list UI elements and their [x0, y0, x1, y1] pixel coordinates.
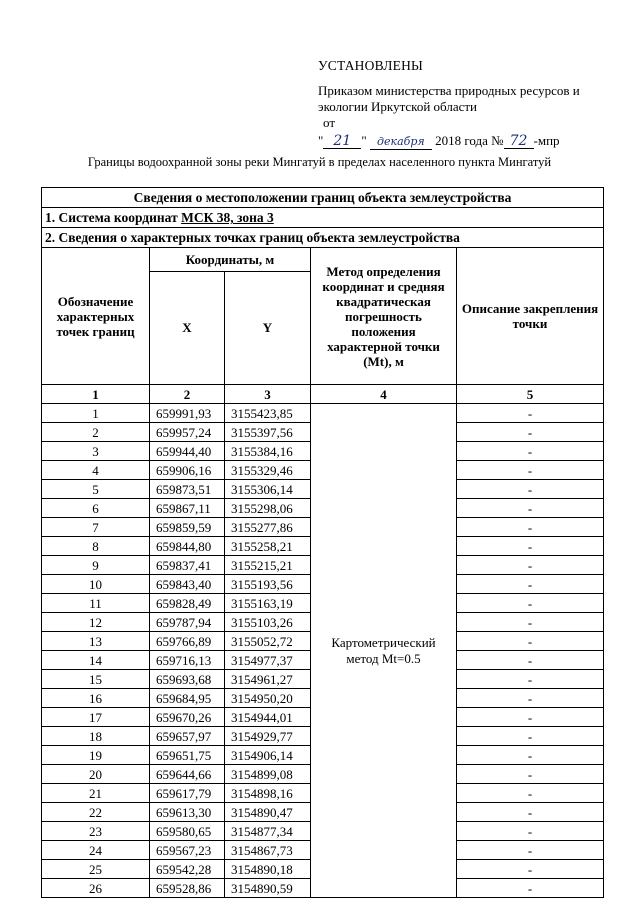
fixing-description: - [457, 727, 604, 746]
coord-y: 3154944,01 [225, 708, 311, 727]
coord-x: 659644,66 [150, 765, 225, 784]
order-suffix: -мпр [533, 133, 560, 148]
point-number: 10 [42, 575, 150, 594]
coord-y: 3154906,14 [225, 746, 311, 765]
coord-x: 659787,94 [150, 613, 225, 632]
coord-y: 3154899,08 [225, 765, 311, 784]
point-number: 15 [42, 670, 150, 689]
coord-x: 659657,97 [150, 727, 225, 746]
coord-y: 3155163,19 [225, 594, 311, 613]
coord-x: 659944,40 [150, 442, 225, 461]
coord-y: 3155103,26 [225, 613, 311, 632]
document-subtitle: Границы водоохранной зоны реки Мингатуй в пределах населенного пункта Мингатуй [87, 155, 552, 169]
coord-y: 3155215,21 [225, 556, 311, 575]
table-title-row [42, 188, 604, 208]
approval-heading: УСТАНОВЛЕНЫ [318, 58, 423, 73]
coord-y: 3155384,16 [225, 442, 311, 461]
coordinate-system-cell [42, 208, 604, 228]
col-number: 3 [225, 385, 311, 404]
fixing-description: - [457, 860, 604, 879]
point-number: 2 [42, 423, 150, 442]
coord-x: 659957,24 [150, 423, 225, 442]
coord-x: 659837,41 [150, 556, 225, 575]
fixing-description: - [457, 499, 604, 518]
quote-close: " [361, 133, 367, 148]
year-text: 2018 года № [435, 133, 504, 148]
coord-y: 3154898,16 [225, 784, 311, 803]
point-number: 16 [42, 689, 150, 708]
col-header-point: Обозначение характерных точек границ [42, 248, 150, 385]
point-number: 20 [42, 765, 150, 784]
coord-y: 3155258,21 [225, 537, 311, 556]
point-number: 3 [42, 442, 150, 461]
fixing-description: - [457, 518, 604, 537]
coord-x: 659670,26 [150, 708, 225, 727]
fixing-description: - [457, 556, 604, 575]
fixing-description: - [457, 822, 604, 841]
method-cell: Картометрический метод Mt=0.5 [311, 404, 457, 898]
coord-x: 659873,51 [150, 480, 225, 499]
header-row-1 [42, 248, 604, 272]
coord-x: 659828,49 [150, 594, 225, 613]
fixing-description: - [457, 632, 604, 651]
point-number: 1 [42, 404, 150, 423]
point-number: 14 [42, 651, 150, 670]
fixing-description: - [457, 651, 604, 670]
point-number: 7 [42, 518, 150, 537]
coord-x: 659613,30 [150, 803, 225, 822]
coord-x: 659651,75 [150, 746, 225, 765]
fixing-description: - [457, 442, 604, 461]
approval-from-label: от [323, 115, 336, 130]
section-2-title: 2. Сведения о характерных точках границ объекта землеустройства [42, 228, 604, 248]
coord-y: 3155193,56 [225, 575, 311, 594]
coord-x: 659580,65 [150, 822, 225, 841]
point-number: 19 [42, 746, 150, 765]
coord-y: 3154890,18 [225, 860, 311, 879]
coord-x: 659528,86 [150, 879, 225, 898]
coord-y: 3154877,34 [225, 822, 311, 841]
approval-date-line [318, 133, 618, 150]
coord-x: 659991,93 [150, 404, 225, 423]
col-header-method: Метод определения координат и средняя квадратическая погрешность положения характерной точки (Mt), м [311, 248, 457, 385]
coord-y: 3154950,20 [225, 689, 311, 708]
coord-x: 659867,11 [150, 499, 225, 518]
point-number: 11 [42, 594, 150, 613]
col-header-description: Описание закрепления точки [457, 248, 604, 385]
fixing-description: - [457, 480, 604, 499]
col-header-x: X [150, 271, 225, 385]
fixing-description: - [457, 594, 604, 613]
quote-open: " [318, 133, 324, 148]
fixing-description: - [457, 670, 604, 689]
coord-y: 3155052,72 [225, 632, 311, 651]
coord-x: 659843,40 [150, 575, 225, 594]
fixing-description: - [457, 784, 604, 803]
coord-y: 3154890,47 [225, 803, 311, 822]
point-number: 4 [42, 461, 150, 480]
fixing-description: - [457, 404, 604, 423]
fixing-description: - [457, 613, 604, 632]
point-number: 17 [42, 708, 150, 727]
point-number: 26 [42, 879, 150, 898]
table-title: Сведения о местоположении границ объекта землеустройства [42, 188, 604, 208]
col-number: 2 [150, 385, 225, 404]
boundary-points-table [41, 187, 604, 898]
point-number: 13 [42, 632, 150, 651]
approval-order-line-2: экологии Иркутской области [318, 99, 477, 114]
table-row [42, 404, 604, 423]
coord-x: 659567,23 [150, 841, 225, 860]
point-number: 23 [42, 822, 150, 841]
fixing-description: - [457, 689, 604, 708]
coord-y: 3155306,14 [225, 480, 311, 499]
fixing-description: - [457, 461, 604, 480]
coord-y: 3154961,27 [225, 670, 311, 689]
coord-y: 3155298,06 [225, 499, 311, 518]
fixing-description: - [457, 765, 604, 784]
coord-x: 659693,68 [150, 670, 225, 689]
point-number: 5 [42, 480, 150, 499]
coord-y: 3154867,73 [225, 841, 311, 860]
point-number: 21 [42, 784, 150, 803]
coord-y: 3155329,46 [225, 461, 311, 480]
handwritten-order-number: 72 [504, 134, 534, 149]
fixing-description: - [457, 423, 604, 442]
fixing-description: - [457, 803, 604, 822]
col-number: 1 [42, 385, 150, 404]
point-number: 24 [42, 841, 150, 860]
coord-y: 3155397,56 [225, 423, 311, 442]
coord-x: 659766,89 [150, 632, 225, 651]
handwritten-day: 21 [323, 134, 361, 149]
col-number: 5 [457, 385, 604, 404]
fixing-description: - [457, 841, 604, 860]
fixing-description: - [457, 537, 604, 556]
coord-y: 3154929,77 [225, 727, 311, 746]
section-2-row [42, 228, 604, 248]
coord-x: 659859,59 [150, 518, 225, 537]
approval-block [318, 58, 618, 150]
coord-y: 3154890,59 [225, 879, 311, 898]
point-number: 9 [42, 556, 150, 575]
point-number: 12 [42, 613, 150, 632]
coord-y: 3155277,86 [225, 518, 311, 537]
approval-order-line-1: Приказом министерства природных ресурсов и [318, 83, 580, 98]
point-number: 25 [42, 860, 150, 879]
fixing-description: - [457, 708, 604, 727]
col-header-coordinates: Координаты, м [150, 248, 311, 272]
coordinate-system-value: МСК 38, зона 3 [181, 210, 274, 225]
point-number: 8 [42, 537, 150, 556]
handwritten-month: декабря [370, 135, 432, 150]
coord-x: 659844,80 [150, 537, 225, 556]
coord-x: 659716,13 [150, 651, 225, 670]
col-header-y: Y [225, 271, 311, 385]
col-number: 4 [311, 385, 457, 404]
coord-x: 659906,16 [150, 461, 225, 480]
coord-x: 659684,95 [150, 689, 225, 708]
section-1-row [42, 208, 604, 228]
coord-y: 3154977,37 [225, 651, 311, 670]
fixing-description: - [457, 746, 604, 765]
column-number-row [42, 385, 604, 404]
point-number: 6 [42, 499, 150, 518]
point-number: 18 [42, 727, 150, 746]
coord-x: 659542,28 [150, 860, 225, 879]
point-number: 22 [42, 803, 150, 822]
coord-x: 659617,79 [150, 784, 225, 803]
coordinate-system-label: 1. Система координат [45, 210, 182, 225]
coord-y: 3155423,85 [225, 404, 311, 423]
fixing-description: - [457, 575, 604, 594]
fixing-description: - [457, 879, 604, 898]
